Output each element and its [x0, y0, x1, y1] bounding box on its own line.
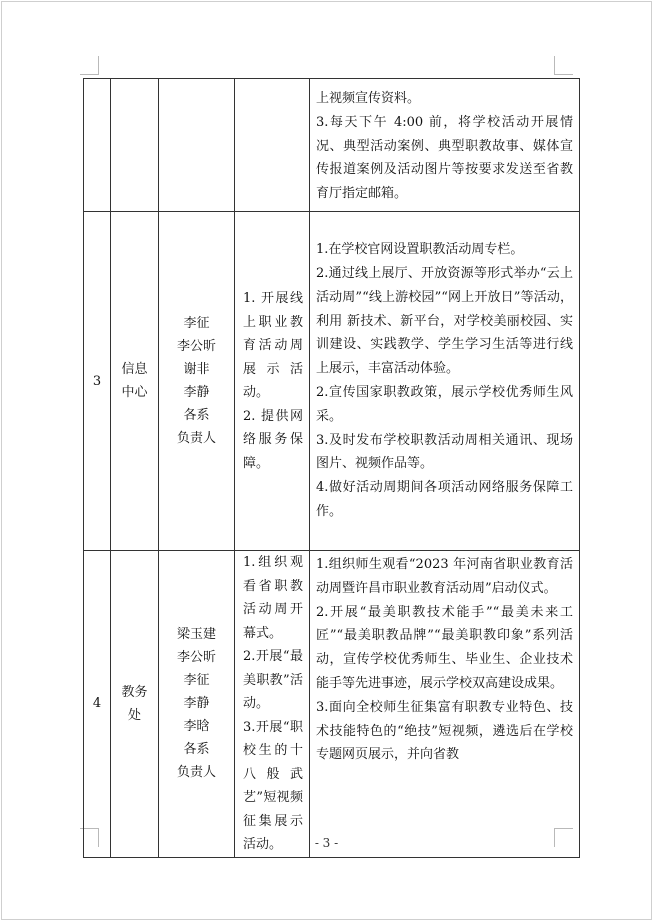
detail-item: 4.做好活动周期间各项活动网络服务保障工作。: [316, 480, 573, 519]
detail-item: 2.开展“最美职教技术能手”“最美未来工匠”“最美职教品牌”“最美职教印象”系列活动，宣传学校优秀师生、毕业生、企业技术能手等先进事迹，展示学校双高建设成果。: [316, 604, 573, 691]
person-name: 梁玉建: [176, 627, 216, 643]
detail-item: 3.面向全校师生征集富有职教专业特色、技术技能特色的“绝技”短视频，遴选后在学校专题网页展示，并向省教: [316, 699, 573, 763]
department-line: 中心: [121, 385, 148, 400]
table-row: [84, 212, 580, 551]
department-line: 处: [127, 707, 141, 723]
row-number: [84, 79, 111, 212]
person-name: 李静: [183, 696, 210, 712]
person-name: 李公昕: [176, 650, 216, 666]
department-cell: [111, 79, 159, 212]
task-item: 2. 提供网络服务保障。: [243, 408, 303, 471]
detail-item: 2.通过线上展厅、开放资源等形式举办“云上活动周”“线上游校园”“网上开放日”等活动，利用 新技术、新平台，对学校美丽校园、实训建设、实践教学、学生学习生活等进行线上展示，丰富活动体验。: [316, 266, 573, 377]
page-number: - 3 -: [314, 836, 339, 850]
table-row: [84, 551, 580, 858]
row-number: 3: [84, 212, 111, 551]
person-name: 李晗: [183, 719, 210, 735]
persons-cell: [159, 212, 235, 551]
details-cell: [310, 79, 580, 212]
person-name: 李公昕: [176, 339, 216, 354]
department-cell: [111, 212, 159, 551]
department-cell: [111, 551, 159, 858]
detail-item: 3.及时发布学校职教活动周相关通讯、现场图片、视频作品等。: [316, 432, 573, 472]
person-name: 谢非: [183, 362, 210, 377]
department-line: 信息: [121, 362, 148, 377]
persons-cell: [159, 551, 235, 858]
details-cell: [310, 212, 580, 551]
activity-table: [83, 78, 580, 858]
detail-item: 1.在学校官网设置职教活动周专栏。: [316, 242, 524, 258]
task-item: 1. 开展线上职业教育活动周展示活动。: [243, 291, 303, 400]
details-cell: [310, 551, 580, 858]
tasks-cell: [235, 79, 310, 212]
person-name: 李征: [183, 673, 210, 689]
table-row: [84, 79, 580, 212]
crop-mark-top-left: [80, 56, 99, 75]
tasks-cell: [235, 551, 310, 858]
task-item: 2.开展“最美职教”活动。: [243, 649, 303, 711]
detail-item: 1.组织师生观看“2023 年河南省职业教育活动周暨许昌市职业教育活动周”启动仪式。: [316, 557, 573, 596]
crop-mark-top-right: [554, 56, 573, 75]
tasks-cell: [235, 212, 310, 551]
persons-cell: [159, 79, 235, 212]
department-line: 教务: [121, 684, 148, 700]
detail-item: 3.每天下午 4:00 前，将学校活动开展情况、典型活动案例、典型职教故事、媒体宣传报道案例及活动图片等按要求发送至省教育厅指定邮箱。: [316, 114, 573, 202]
detail-item: 上视频宣传资料。: [316, 91, 421, 106]
person-name: 各系: [183, 408, 210, 423]
detail-item: 2.宣传国家职教政策，展示学校优秀师生风采。: [316, 385, 573, 424]
person-name: 李征: [183, 316, 210, 331]
person-name: 李静: [183, 385, 210, 400]
person-name: 负责人: [176, 765, 216, 781]
task-item: 3.开展“职校生的十八般武艺”短视频征集展示活动。: [243, 719, 303, 852]
person-name: 负责人: [176, 431, 216, 446]
person-name: 各系: [183, 742, 210, 758]
task-item: 1.组织观看省职教活动周开幕式。: [243, 555, 303, 641]
row-number: 4: [84, 551, 111, 858]
